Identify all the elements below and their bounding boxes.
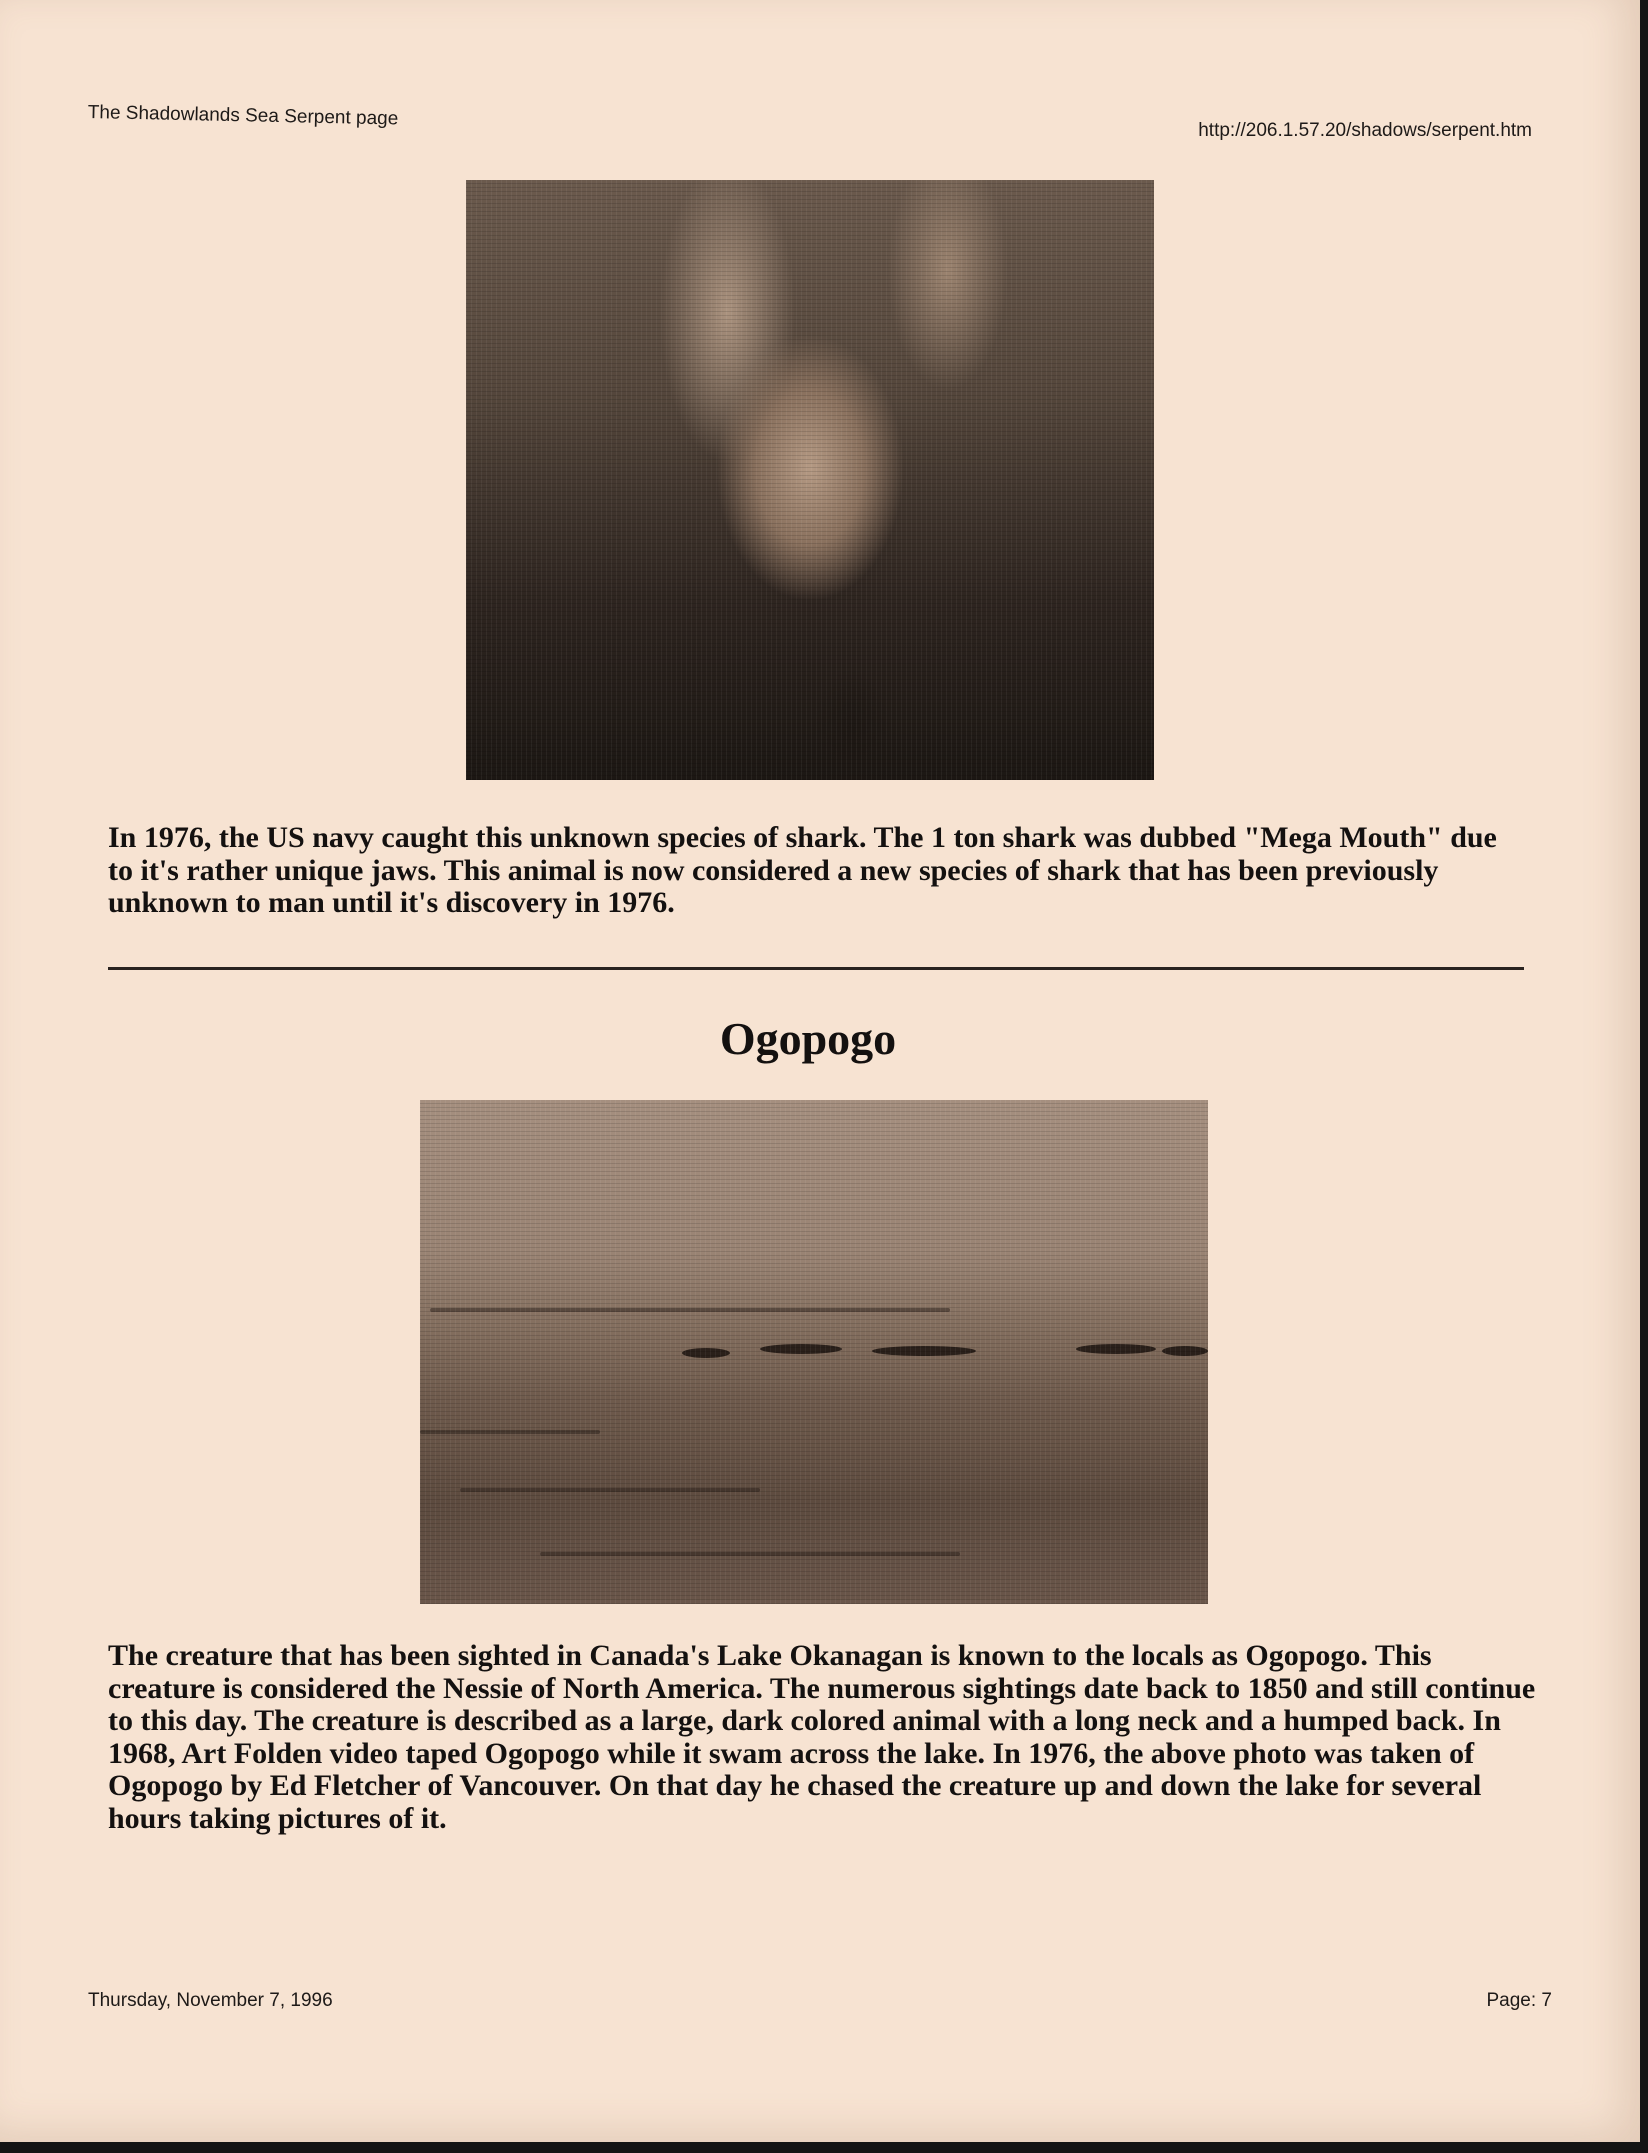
mega-mouth-caption: In 1976, the US navy caught this unknown species of shark. The 1 ton shark was dubbed "Mega Mouth" due to it's rather unique jaws. This animal is now considered a new species of shark that has been previously unknown to man until it's discovery in 1976. bbox=[108, 821, 1497, 919]
ogopogo-caption: The creature that has been sighted in Canada's Lake Okanagan is known to the locals as Ogopogo. This creature is considered the Nessie of North America. The numerous sightings date back to 1850 and still continue to this day. The creature is described as a large, dark colored animal with a long neck and a humped back. In 1968, Art Folden video taped Ogopogo while it swam across the lake. In 1976, the above photo was taken of Ogopogo by Ed Fletcher of Vancouver. On that day he chased the creature up and down the lake for several hours taking pictures of it. bbox=[108, 1639, 1536, 1835]
page-footer-number: Page: 7 bbox=[1486, 1990, 1552, 2011]
page-footer-date: Thursday, November 7, 1996 bbox=[88, 1990, 333, 2011]
photo-scanlines bbox=[466, 180, 1154, 780]
section-divider bbox=[108, 967, 1524, 970]
ogopogo-lake-photo bbox=[420, 1100, 1208, 1604]
page-header-title: The Shadowlands Sea Serpent page bbox=[87, 102, 399, 130]
ogopogo-heading: Ogopogo bbox=[719, 1013, 897, 1064]
page-header-url: http://206.1.57.20/shadows/serpent.htm bbox=[1198, 120, 1532, 141]
mega-mouth-shark-photo bbox=[466, 180, 1154, 780]
photo-scanlines bbox=[420, 1100, 1208, 1604]
